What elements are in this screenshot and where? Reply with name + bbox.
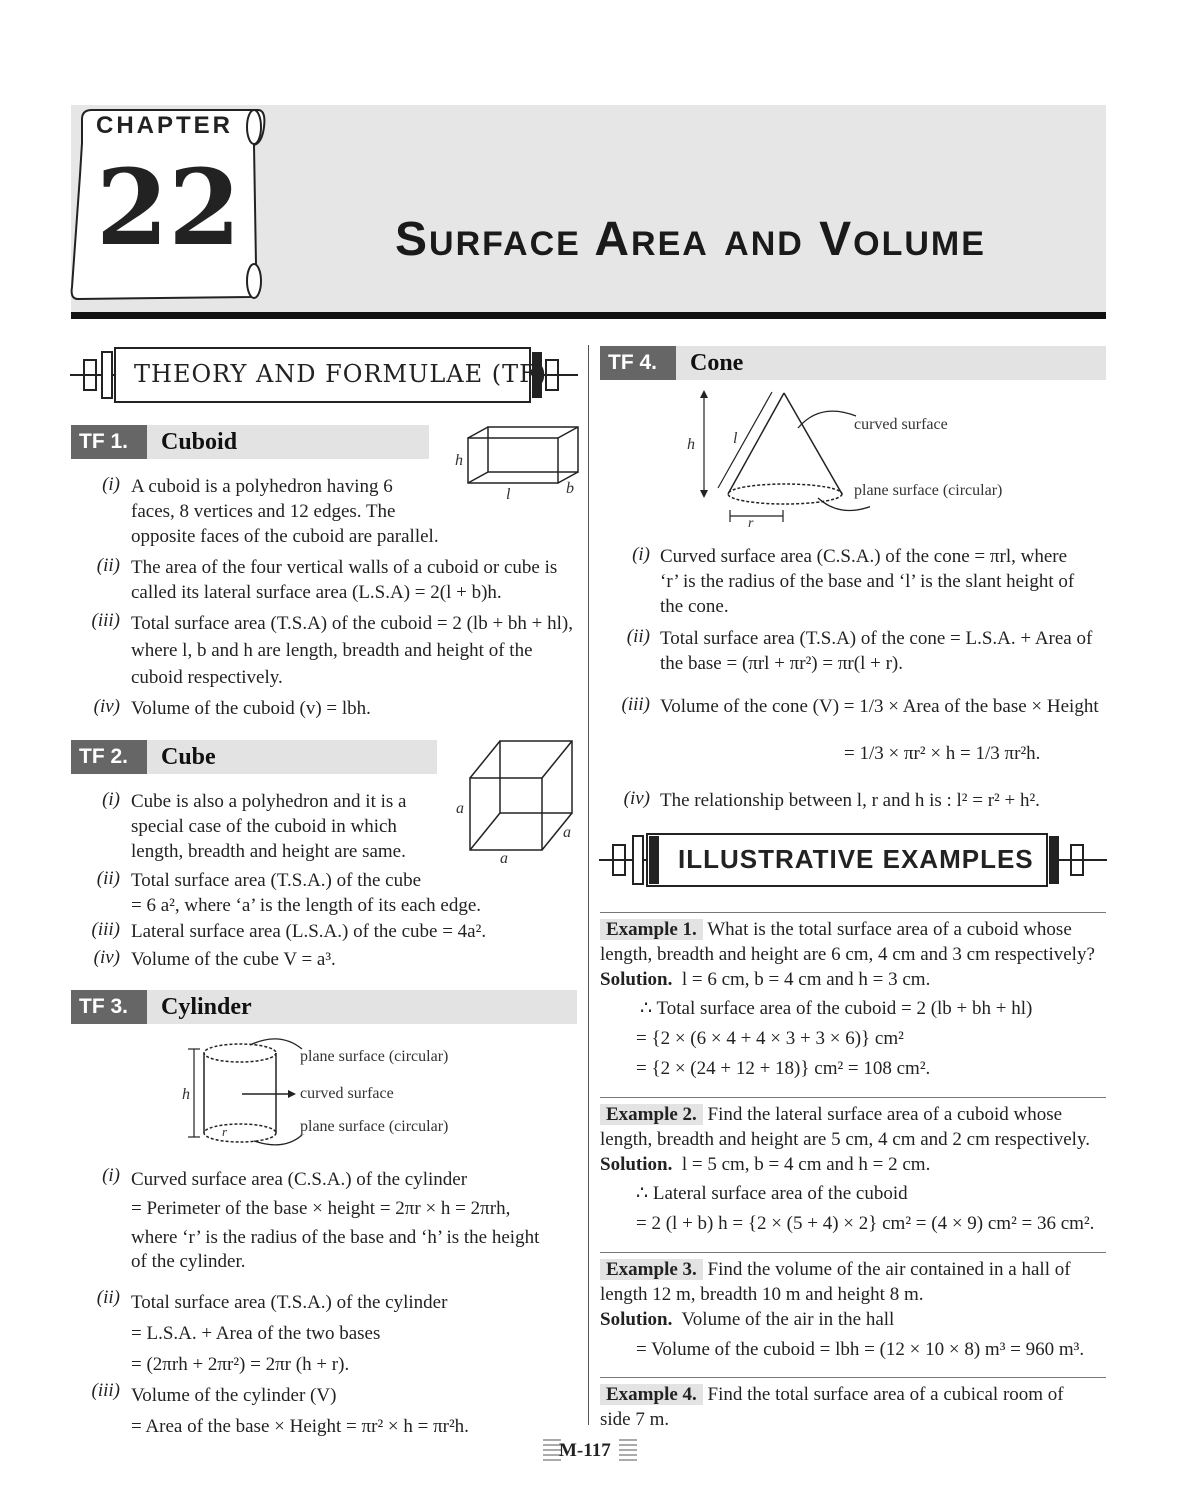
cylinder-bottom-label: plane surface (circular) bbox=[300, 1118, 449, 1135]
tf3-item-num: (iii) bbox=[91, 1380, 120, 1401]
tf1-item-num: (iv) bbox=[93, 696, 120, 717]
tf4-item-num: (iv) bbox=[623, 788, 650, 809]
chapter-number: 22 bbox=[96, 146, 241, 269]
tf2-item-text: Volume of the cube V = a³. bbox=[131, 949, 336, 970]
cylinder-top-label: plane surface (circular) bbox=[300, 1048, 449, 1065]
right-banner-title: ILLUSTRATIVE EXAMPLES bbox=[678, 844, 1034, 874]
tf4-title: Cone bbox=[676, 346, 1106, 380]
cuboid-b-label: b bbox=[566, 480, 574, 497]
tf2-item-text: Lateral surface area (L.S.A.) of the cube = 4a². bbox=[131, 921, 487, 942]
tf2-item-num: (iii) bbox=[91, 919, 120, 940]
tf2-item-text: Cube is also a polyhedron and it is a special case of the cuboid in which length, breadth and height are same. bbox=[131, 791, 407, 862]
header-rule bbox=[71, 312, 1106, 319]
cone-figure bbox=[690, 388, 870, 528]
example-3: Example 3. Find the volume of the air contained in a hall of length 12 m, breadth 10 m and height 8 m. Solution. Volume of the air in the hall = Volume of the cuboid = lbh = (12 × 10 × 8) m³ = 960 m³. bbox=[600, 1259, 1085, 1360]
tf1-item-text: The area of the four vertical walls of a cuboid or cube is called its lateral surface area (L.S.A) = 2(l + b)h. bbox=[131, 557, 558, 603]
tf3-item-num: (i) bbox=[102, 1165, 120, 1186]
tf2-item-num: (i) bbox=[102, 789, 120, 810]
tf1-item-num: (i) bbox=[102, 474, 120, 495]
cone-r-label: r bbox=[748, 516, 754, 531]
tf2-item-num: (iv) bbox=[93, 947, 120, 968]
cube-a-label: a bbox=[500, 850, 508, 867]
cone-curved-label: curved surface bbox=[854, 416, 948, 433]
cylinder-curved-label: curved surface bbox=[300, 1085, 394, 1102]
tf3-item-num: (ii) bbox=[96, 1287, 120, 1308]
cone-plane-label: plane surface (circular) bbox=[854, 482, 1003, 499]
example-rule bbox=[600, 1097, 1106, 1098]
chapter-word: CHAPTER bbox=[96, 112, 234, 139]
tf4-item-num: (iii) bbox=[621, 694, 650, 715]
example-rule bbox=[600, 1377, 1106, 1378]
example-label: Example 4. bbox=[600, 1384, 703, 1405]
tf2-tag: TF 2. bbox=[71, 740, 147, 774]
example-label: Example 3. bbox=[600, 1259, 703, 1280]
example-4: Example 4. Find the total surface area of a cubical room of side 7 m. bbox=[600, 1384, 1064, 1430]
tf4-item-num: (i) bbox=[632, 544, 650, 565]
tf1-tag: TF 1. bbox=[71, 425, 147, 459]
tf3-item-text: Curved surface area (C.S.A.) of the cylinder = Perimeter of the base × height = 2πr × h = 2πrh, where ‘r’ is the radius of the base and ‘h’ is the height of the cylinder. bbox=[131, 1169, 540, 1272]
tf3-item-text: Total surface area (T.S.A.) of the cylinder = L.S.A. + Area of the two bases = (2πrh + 2πr²) = 2πr (h + r). bbox=[131, 1292, 448, 1375]
tf1-item-text: Total surface area (T.S.A) of the cuboid = 2 (lb + bh + hl), where l, b and h are length, breadth and height of the cuboid respectively. bbox=[131, 613, 573, 688]
tf4-tag: TF 4. bbox=[600, 346, 676, 380]
cube-a-label: a bbox=[456, 800, 464, 817]
example-rule bbox=[600, 1252, 1106, 1253]
tf3-title: Cylinder bbox=[147, 990, 577, 1024]
tf4-item-text: Total surface area (T.S.A) of the cone = L.S.A. + Area of the base = (πrl + πr²) = πr(l + r). bbox=[660, 628, 1093, 674]
tf2-title: Cube bbox=[147, 740, 437, 774]
tf1-item-text: A cuboid is a polyhedron having 6 faces, 8 vertices and 12 edges. The opposite faces of the cuboid are parallel. bbox=[131, 476, 439, 547]
tf4-item-num: (ii) bbox=[626, 626, 650, 647]
cuboid-h-label: h bbox=[455, 452, 463, 469]
tf1-item-num: (ii) bbox=[96, 555, 120, 576]
tf2-item-text: Total surface area (T.S.A.) of the cube = 6 a², where ‘a’ is the length of its each edge. bbox=[131, 870, 482, 916]
tf3-tag: TF 3. bbox=[71, 990, 147, 1024]
cuboid-l-label: l bbox=[506, 486, 511, 503]
cylinder-figure bbox=[180, 1035, 315, 1150]
tf1-item-text: Volume of the cuboid (v) = lbh. bbox=[131, 698, 371, 719]
chapter-title: Surface Area and Volume bbox=[395, 213, 986, 266]
tf4-item-text: The relationship between l, r and h is : l² = r² + h². bbox=[660, 790, 1040, 811]
left-banner-title: THEORY AND FORMULAE (TF) bbox=[134, 360, 548, 388]
cylinder-h-label: h bbox=[182, 1086, 190, 1103]
cone-h-label: h bbox=[687, 436, 695, 453]
column-divider bbox=[588, 345, 589, 1425]
example-label: Example 2. bbox=[600, 1104, 703, 1125]
tf1-title: Cuboid bbox=[147, 425, 429, 459]
page-number: M-117 bbox=[559, 1440, 611, 1461]
example-label: Example 1. bbox=[600, 919, 703, 940]
cone-l-label: l bbox=[733, 430, 738, 447]
example-1: Example 1. What is the total surface area of a cuboid whose length, breadth and height are 6 cm, 4 cm and 3 cm respectively? Solution. l = 6 cm, b = 4 cm and h = 3 cm. ∴ Total surface area of the cuboid = 2 (lb + bh + hl) = {2 × (6 × 4 + 4 × 3 + 3 × 6)} cm² = {2 × (24 + 12 + 18)} cm² = 108 cm². bbox=[600, 919, 1095, 1079]
example-2: Example 2. Find the lateral surface area of a cuboid whose length, breadth and height are 5 cm, 4 cm and 2 cm respectively. Solution. l = 5 cm, b = 4 cm and h = 2 cm. ∴ Lateral surface area of the cuboid = 2 (l + b) h = {2 × (5 + 4) × 2} cm² = (4 × 9) cm² = 36 cm². bbox=[600, 1104, 1095, 1234]
example-rule bbox=[600, 912, 1106, 913]
cube-a-label: a bbox=[563, 824, 571, 841]
tf4-item-text: Volume of the cone (V) = 1/3 × Area of the base × Height = 1/3 × πr² × h = 1/3 πr²h. bbox=[660, 696, 1099, 764]
tf1-item-num: (iii) bbox=[91, 610, 120, 631]
tf3-item-text: Volume of the cylinder (V) = Area of the base × Height = πr² × h = πr²h. bbox=[131, 1385, 469, 1437]
tf4-item-text: Curved surface area (C.S.A.) of the cone = πrl, where ‘r’ is the radius of the base and ‘l’ is the slant height of the cone. bbox=[660, 546, 1075, 617]
cylinder-r-label: r bbox=[222, 1124, 228, 1139]
tf2-item-num: (ii) bbox=[96, 868, 120, 889]
